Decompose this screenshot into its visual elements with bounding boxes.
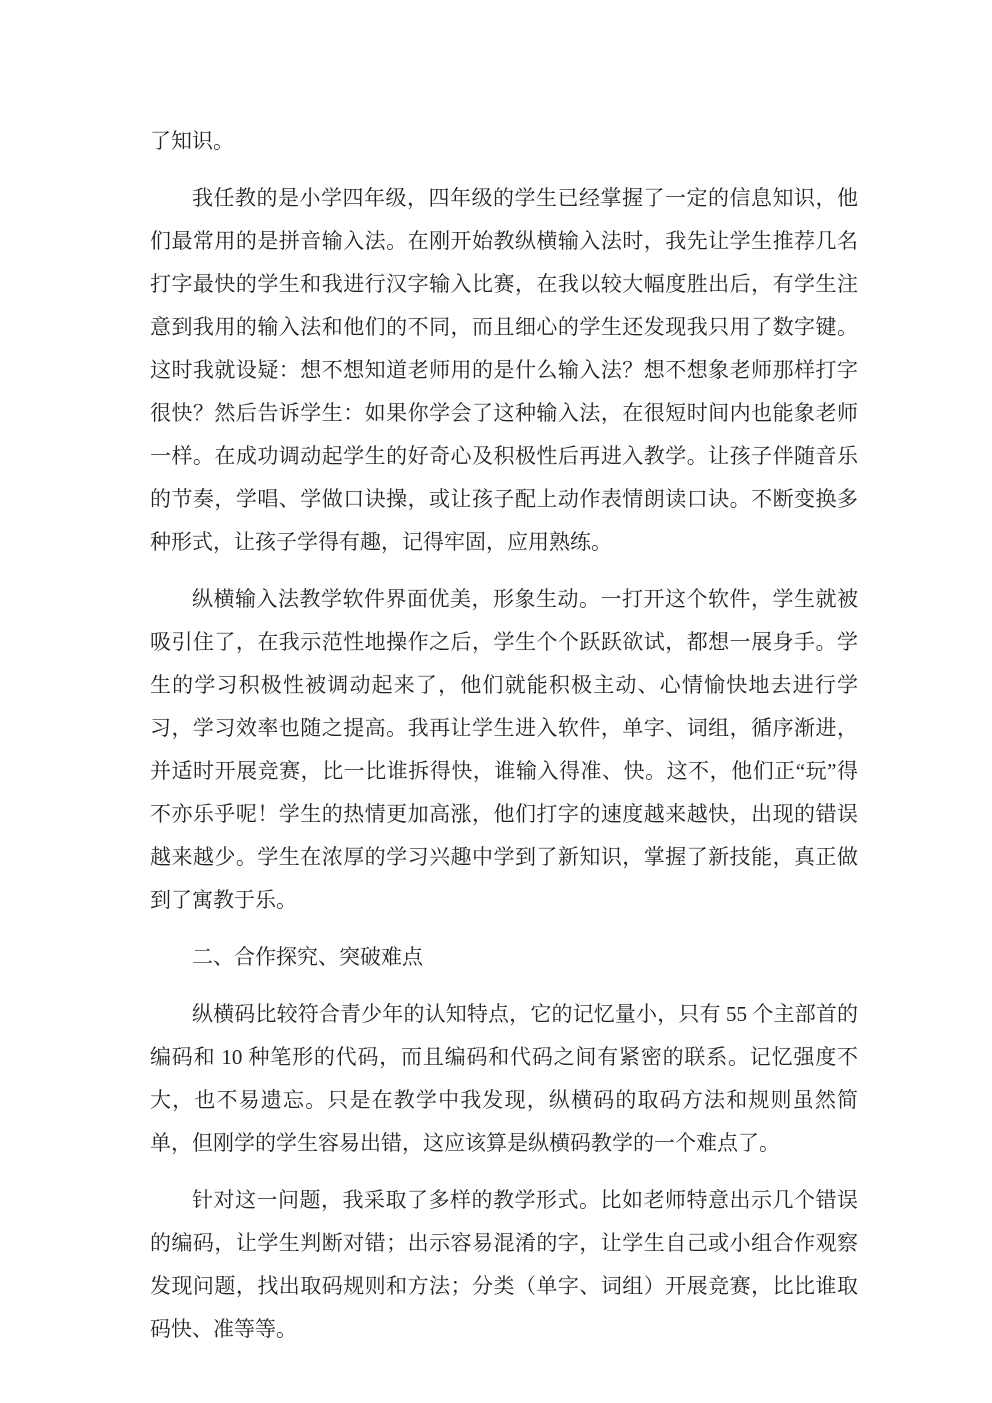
paragraph: 了知识。	[150, 129, 234, 153]
document-body	[150, 120, 858, 1351]
paragraph: 我任教的是小学四年级，四年级的学生已经掌握了一定的信息知识，他们最常用的是拼音输入法。在刚开始教纵横输入法时，我先让学生推荐几名打字最快的学生和我进行汉字输入比赛，在我以较大幅度胜出后，有学生注意到我用的输入法和他们的不同，而且细心的学生还发现我只用了数字键。这时我就设疑：想不想知道老师用的是什么输入法？想不想象老师那样打字很快？然后告诉学生：如果你学会了这种输入法，在很短时间内也能象老师一样。在成功调动起学生的好奇心及积极性后再进入教学。让孩子伴随音乐的节奏，学唱、学做口诀操，或让孩子配上动作表情朗读口诀。不断变换多种形式，让孩子学得有趣，记得牢固，应用熟练。	[150, 186, 858, 554]
paragraph: 针对这一问题，我采取了多样的教学形式。比如老师特意出示几个错误的编码，让学生判断对错；出示容易混淆的字，让学生自己或小组合作观察发现问题，找出取码规则和方法；分类（单字、词组）开展竞赛，比比谁取码快、准等等。	[150, 1188, 858, 1341]
paragraph: 纵横码比较符合青少年的认知特点，它的记忆量小，只有 55 个主部首的编码和 10 种笔形的代码，而且编码和代码之间有紧密的联系。记忆强度不大，也不易遗忘。只是在教学中我发现，纵横码的取码方法和规则虽然简单，但刚学的学生容易出错，这应该算是纵横码教学的一个难点了。	[150, 1002, 858, 1155]
paragraph: 纵横输入法教学软件界面优美，形象生动。一打开这个软件，学生就被吸引住了，在我示范性地操作之后，学生个个跃跃欲试，都想一展身手。学生的学习积极性被调动起来了，他们就能积极主动、心情愉快地去进行学习，学习效率也随之提高。我再让学生进入软件，单字、词组，循序渐进，并适时开展竞赛，比一比谁拆得快，谁输入得准、快。这不，他们正“玩”得不亦乐乎呢！学生的热情更加高涨，他们打字的速度越来越快，出现的错误越来越少。学生在浓厚的学习兴趣中学到了新知识，掌握了新技能，真正做到了寓教于乐。	[150, 587, 858, 912]
section-heading: 二、合作探究、突破难点	[192, 945, 423, 969]
